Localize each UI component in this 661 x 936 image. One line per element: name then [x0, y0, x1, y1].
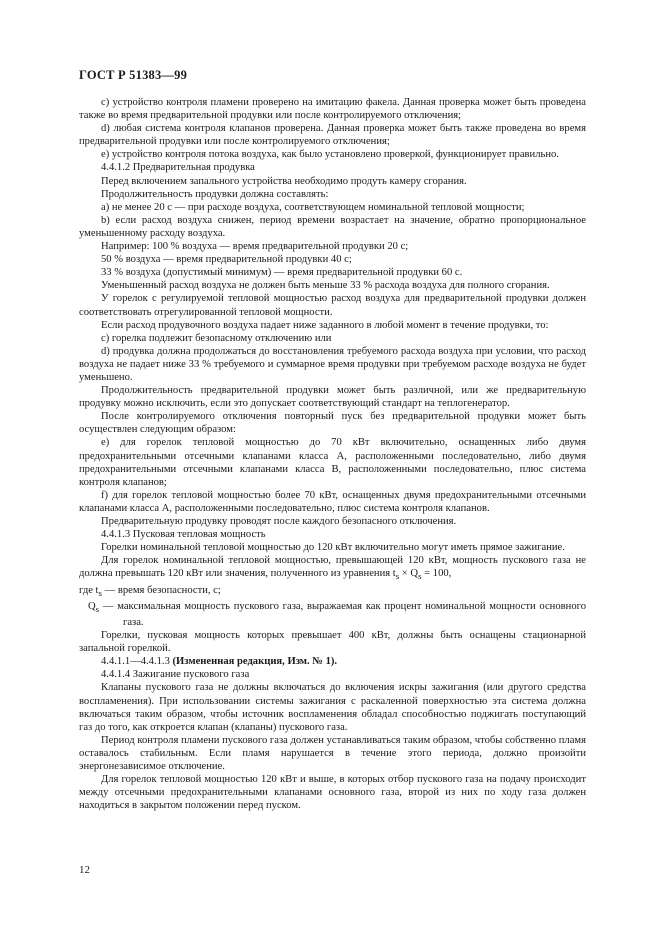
definition-text: — максимальная мощность пускового газа, выражаемая как процент номинальной мощности основного газа. [99, 600, 586, 628]
paragraph: Продолжительность продувки должна составлять: [101, 188, 329, 200]
definition-text: — время безопасности, с; [101, 584, 221, 596]
paragraph: 33 % воздуха (допустимый минимум) — время предварительной продувки 60 с. [101, 267, 463, 279]
definition-line [79, 584, 586, 600]
equation-text: Для горелок номинальной тепловой мощностью, превышающей 120 кВт, мощность пускового газа не должна превышать 120 кВт или значения, полученного из уравнения t [79, 555, 586, 580]
paragraph: Предварительную продувку проводят после каждого безопасного отключения. [101, 516, 457, 527]
document-header: ГОСТ Р 51383—99 [79, 68, 188, 82]
equation-subscript: s [418, 571, 422, 582]
amendment-range: 4.4.1.1—4.4.1.3 [101, 656, 173, 668]
paragraph: 50 % воздуха — время предварительной продувки 40 с; [101, 254, 352, 266]
paragraph: a) не менее 20 с — при расходе воздуха, соответствующем номинальной тепловой мощности; [101, 201, 525, 213]
paragraph: e) устройство контроля потока воздуха, как было установлено проверкой, функционирует правильно. [101, 149, 559, 161]
definition-subscript: s [95, 603, 100, 614]
paragraph: Для горелок тепловой мощностью 120 кВт и выше, в которых отбор пускового газа на подачу происходит между отсечными предохранительными клапанами основного газа, второй из них по ходу газа должен находиться в закрытом положении перед пуском. [79, 774, 586, 812]
paragraph: Например: 100 % воздуха — время предварительной продувки 20 с; [101, 241, 409, 253]
paragraph: Если расход продувочного воздуха падает ниже заданного в любой момент в течение продувки, то: [101, 319, 549, 331]
paragraph [79, 554, 586, 583]
document-body [79, 96, 586, 812]
paragraph: f) для горелок тепловой мощностью более 70 кВт, оснащенных двумя предохранительными отсечными клапанами класса А, расположенными последовательно, плюс система контроля клапанов. [79, 489, 586, 514]
section-heading: 4.4.1.2 Предварительная продувка [101, 162, 255, 174]
definition-line [79, 600, 586, 629]
page-number: 12 [79, 864, 90, 876]
definition-text: где t [79, 584, 99, 596]
paragraph: d) продувка должна продолжаться до восстановления требуемого расхода воздуха при условии, что расход воздуха не падает ниже 33 % требуемого и суммарное время продувки при требуемом расходе воздуха не будет уменьшено. [79, 345, 586, 383]
paragraph: c) устройство контроля пламени проверено на имитацию факела. Данная проверка может быть проведена также во время предварительной продувки или после контролируемого отключения; [79, 97, 586, 122]
paragraph: b) если расход воздуха снижен, период времени возрастает на значение, обратно пропорциональное уменьшенному расходу воздуха. [79, 214, 586, 239]
paragraph: Уменьшенный расход воздуха не должен быть меньше 33 % расхода воздуха для полного сгорания. [101, 280, 550, 292]
paragraph: Горелки номинальной тепловой мощностью до 120 кВт включительно могут иметь прямое зажигание. [101, 542, 565, 554]
paragraph: e) для горелок тепловой мощностью до 70 кВт включительно, оснащенных либо двумя предохранительными отсечными клапанами класса А, расположенными последовательно, либо двумя предохранительными отсечными клапанами класса В, расположенными последовательно, плюс система контроля клапанов; [79, 437, 586, 488]
equation-text: × Q [399, 568, 419, 580]
amendment-text: (Измененная редакция, Изм. № 1). [172, 656, 338, 668]
definition-text: Q [88, 600, 96, 612]
paragraph: Период контроля пламени пускового газа должен устанавливаться таким образом, чтобы собственно пламя оставалось стабильным. Если пламя нарушается в течение этого периода, должно произойти энергонезависимое отключение. [79, 734, 586, 773]
paragraph: d) любая система контроля клапанов проверена. Данная проверка может быть также проведена во время предварительной продувки или после контролируемого отключения; [79, 123, 586, 148]
paragraph: Клапаны пускового газа не должны включаться до включения искры зажигания (или другого средства воспламенения). При использовании системы зажигания с раскаленной поверхностью эта система должна включаться таким образом, чтобы источник воспламенения обладал способностью поджигать поступающий газ до того, как откроется клапан (клапаны) пускового газа. [79, 682, 586, 733]
section-heading: 4.4.1.3 Пусковая тепловая мощность [101, 529, 266, 541]
definition-subscript: s [98, 587, 102, 598]
paragraph: Продолжительность предварительной продувки может быть различной, или же предварительную продувку можно исключить, если это допускает соответствующий стандарт на теплогенератор. [79, 385, 586, 410]
paragraph: После контролируемого отключения повторный пуск без предварительной продувки может быть осуществлен следующим образом: [79, 411, 586, 436]
amendment-note [79, 655, 586, 668]
section-heading: 4.4.1.4 Зажигание пускового газа [101, 669, 250, 681]
paragraph: Перед включением запального устройства необходимо продуть камеру сгорания. [101, 175, 467, 187]
paragraph: У горелок с регулируемой тепловой мощностью расход воздуха для предварительной продувки должен соответствовать отрегулированной тепловой мощности. [79, 293, 586, 318]
paragraph: c) горелка подлежит безопасному отключению или [101, 332, 332, 344]
equation-text: = 100, [421, 568, 452, 580]
equation-subscript: s [395, 571, 400, 582]
paragraph: Горелки, пусковая мощность которых превышает 400 кВт, должны быть оснащены стационарной запальной горелкой. [79, 630, 586, 655]
